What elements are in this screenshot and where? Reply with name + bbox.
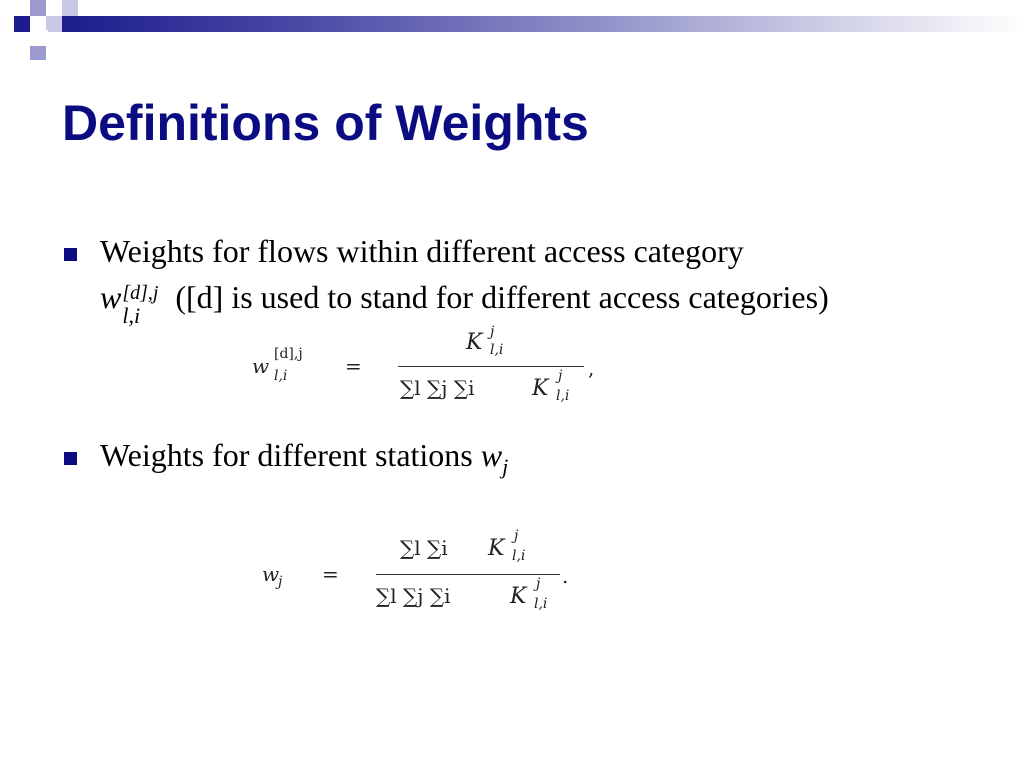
bullet-1-line-2 bbox=[100, 278, 829, 328]
eq2-num-sub: l,i bbox=[512, 548, 526, 564]
eq2-equals: = bbox=[322, 562, 339, 586]
bullet-marker bbox=[64, 452, 77, 465]
eq1-num-sup: j bbox=[490, 324, 495, 340]
eq1-lhs: w bbox=[252, 354, 270, 378]
eq2-fraction-bar bbox=[376, 574, 560, 575]
eq1-den-sup: j bbox=[558, 368, 563, 384]
eq2-num-sums: ∑l ∑i bbox=[400, 536, 448, 560]
equation-weight-per-station bbox=[262, 530, 592, 620]
bullet-2-text: Weights for different stations $w_j$ bbox=[100, 437, 509, 479]
corner-square bbox=[46, 16, 62, 32]
bullet-1-explanation: ([d] is used to stand for different access categories) bbox=[175, 279, 829, 315]
bullet-marker bbox=[64, 248, 77, 261]
eq1-num-var: K bbox=[466, 330, 483, 355]
corner-square bbox=[14, 16, 30, 32]
equation-weight-per-category bbox=[250, 324, 610, 415]
eq2-num-sup: j bbox=[514, 528, 519, 544]
bullet-1-line-1: Weights for flows within different access category bbox=[100, 233, 744, 269]
eq2-den-sup: j bbox=[536, 576, 541, 592]
corner-square bbox=[30, 46, 46, 60]
eq1-den-sub: l,i bbox=[556, 388, 570, 404]
eq2-lhs: w bbox=[262, 562, 280, 586]
eq2-trail: . bbox=[562, 564, 569, 588]
eq2-num-var: K bbox=[488, 536, 505, 561]
eq1-num-sub: l,i bbox=[490, 342, 504, 358]
station-weight-sub: j bbox=[502, 454, 509, 479]
weight-indices: [d],j l,i bbox=[122, 282, 159, 328]
eq1-den-var: K bbox=[532, 376, 549, 401]
eq2-den-var: K bbox=[510, 584, 527, 609]
header-gradient-bar bbox=[62, 16, 1024, 32]
weight-symbol: w bbox=[100, 279, 122, 315]
corner-square bbox=[62, 0, 78, 16]
eq2-lhs-sub: j bbox=[278, 574, 283, 590]
eq1-equals: = bbox=[345, 354, 362, 378]
eq1-den-sums: ∑l ∑j ∑i bbox=[400, 376, 475, 400]
station-weight-symbol: w bbox=[480, 437, 503, 473]
slide-title: Definitions of Weights bbox=[62, 95, 589, 151]
eq2-den-sums: ∑l ∑j ∑i bbox=[376, 584, 451, 608]
eq1-lhs-sup: [d],j bbox=[274, 346, 303, 362]
corner-square bbox=[30, 0, 46, 16]
eq1-lhs-sub: l,i bbox=[274, 368, 288, 384]
eq1-fraction-bar bbox=[398, 366, 584, 367]
eq1-trail: , bbox=[588, 356, 595, 380]
eq2-den-sub: l,i bbox=[534, 596, 548, 612]
